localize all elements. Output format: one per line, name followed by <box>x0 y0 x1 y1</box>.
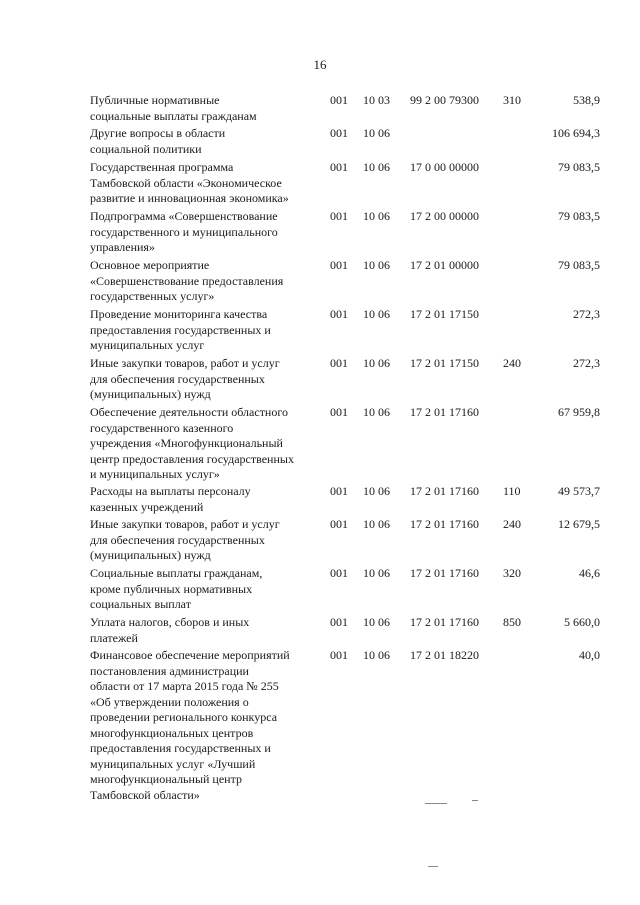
row-vr: 850 <box>503 615 521 629</box>
row-razdel: 10 06 <box>363 484 390 498</box>
row-name: Финансовое обеспечение мероприятий постановления администрации области от 17 марта 2015 года № 255 «Об утверждении положения о проведении регионального конкурса многофункциональных центров предоставления государственных и муниципальных услуг «Лучший многофункциональный центр Тамбовской области» <box>90 648 290 802</box>
table-row <box>0 209 640 254</box>
row-name: Проведение мониторинга качества предоставления государственных и муниципальных услуг <box>90 307 271 352</box>
row-razdel: 10 06 <box>363 566 390 580</box>
row-name: Основное мероприятие «Совершенствование предоставления государственных услуг» <box>90 258 284 303</box>
row-sum: 12 679,5 <box>558 517 600 531</box>
row-csr: 99 2 00 79300 <box>410 93 479 107</box>
row-sum: 79 083,5 <box>558 209 600 223</box>
row-csr: 17 2 01 17160 <box>410 405 479 419</box>
row-sum: 272,3 <box>573 307 600 321</box>
table-row <box>0 356 640 401</box>
scan-speck <box>472 800 478 801</box>
row-name: Иные закупки товаров, работ и услуг для обеспечения государственных (муниципальных) нужд <box>90 517 280 562</box>
row-razdel: 10 06 <box>363 160 390 174</box>
table-row <box>0 566 640 611</box>
row-name: Подпрограмма «Совершенствование государственного и муниципального управления» <box>90 209 278 254</box>
scan-speck <box>425 803 447 804</box>
row-razdel: 10 06 <box>363 209 390 223</box>
row-vedom: 001 <box>330 160 348 174</box>
row-sum: 106 694,3 <box>552 126 600 140</box>
row-name: Обеспечение деятельности областного государственного казенного учреждения «Многофункциональный центр предоставления государственных и муниципальных услуг» <box>90 405 294 481</box>
row-name: Социальные выплаты гражданам, кроме публичных нормативных социальных выплат <box>90 566 263 611</box>
row-sum: 538,9 <box>573 93 600 107</box>
row-name: Публичные нормативные социальные выплаты гражданам <box>90 93 257 123</box>
row-vedom: 001 <box>330 405 348 419</box>
row-csr: 17 2 01 00000 <box>410 258 479 272</box>
row-sum: 79 083,5 <box>558 258 600 272</box>
row-vedom: 001 <box>330 356 348 370</box>
row-razdel: 10 06 <box>363 356 390 370</box>
row-name: Иные закупки товаров, работ и услуг для обеспечения государственных (муниципальных) нужд <box>90 356 280 401</box>
table-row <box>0 484 640 514</box>
row-vedom: 001 <box>330 648 348 662</box>
row-sum: 272,3 <box>573 356 600 370</box>
row-razdel: 10 06 <box>363 517 390 531</box>
row-vedom: 001 <box>330 517 348 531</box>
row-name: Уплата налогов, сборов и иных платежей <box>90 615 250 645</box>
row-razdel: 10 06 <box>363 258 390 272</box>
table-row <box>0 648 640 802</box>
row-sum: 67 959,8 <box>558 405 600 419</box>
row-name: Расходы на выплаты персоналу казенных учреждений <box>90 484 251 514</box>
row-csr: 17 2 01 17160 <box>410 517 479 531</box>
row-vr: 240 <box>503 517 521 531</box>
row-razdel: 10 06 <box>363 307 390 321</box>
row-razdel: 10 06 <box>363 405 390 419</box>
table-row <box>0 93 640 123</box>
row-vedom: 001 <box>330 484 348 498</box>
row-vedom: 001 <box>330 566 348 580</box>
row-vr: 320 <box>503 566 521 580</box>
row-vr: 240 <box>503 356 521 370</box>
table-row <box>0 405 640 481</box>
scan-speck <box>428 866 438 867</box>
table-row <box>0 160 640 205</box>
row-vedom: 001 <box>330 209 348 223</box>
row-razdel: 10 06 <box>363 126 390 140</box>
row-razdel: 10 06 <box>363 615 390 629</box>
page-number: 16 <box>313 57 327 72</box>
table-row <box>0 258 640 303</box>
row-name: Государственная программа Тамбовской области «Экономическое развитие и инновационная экономика» <box>90 160 289 205</box>
row-sum: 79 083,5 <box>558 160 600 174</box>
row-vedom: 001 <box>330 307 348 321</box>
row-vr: 110 <box>503 484 521 498</box>
row-sum: 5 660,0 <box>564 615 600 629</box>
table-row <box>0 517 640 562</box>
row-sum: 46,6 <box>579 566 600 580</box>
table-row <box>0 615 640 645</box>
row-vedom: 001 <box>330 126 348 140</box>
row-vr: 310 <box>503 93 521 107</box>
row-csr: 17 2 00 00000 <box>410 209 479 223</box>
row-razdel: 10 06 <box>363 648 390 662</box>
row-razdel: 10 03 <box>363 93 390 107</box>
row-sum: 49 573,7 <box>558 484 600 498</box>
row-csr: 17 2 01 17150 <box>410 307 479 321</box>
row-csr: 17 2 01 17160 <box>410 566 479 580</box>
row-name: Другие вопросы в области социальной политики <box>90 126 226 156</box>
row-vedom: 001 <box>330 258 348 272</box>
row-sum: 40,0 <box>579 648 600 662</box>
table-row <box>0 126 640 156</box>
row-csr: 17 2 01 17160 <box>410 615 479 629</box>
table-row <box>0 307 640 352</box>
row-csr: 17 0 00 00000 <box>410 160 479 174</box>
row-csr: 17 2 01 17160 <box>410 484 479 498</box>
row-vedom: 001 <box>330 615 348 629</box>
row-vedom: 001 <box>330 93 348 107</box>
row-csr: 17 2 01 18220 <box>410 648 479 662</box>
row-csr: 17 2 01 17150 <box>410 356 479 370</box>
